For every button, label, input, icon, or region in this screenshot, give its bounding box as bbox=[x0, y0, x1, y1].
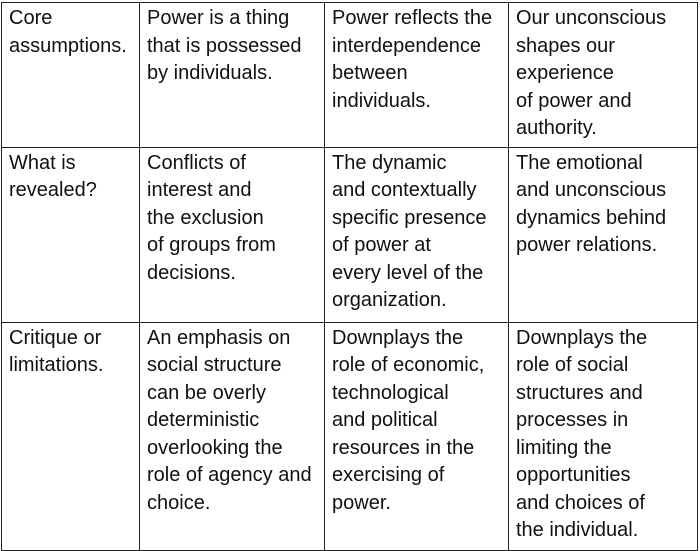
row-label-what-is-revealed: What is revealed? bbox=[2, 147, 140, 322]
table-cell: Conflicts of interest and the exclusion of groups from decisions. bbox=[140, 147, 325, 322]
table-cell: The emotional and unconscious dynamics behind power relations. bbox=[509, 147, 698, 322]
table-cell: The dynamic and contextually specific presence of power at every level of the organization. bbox=[325, 147, 509, 322]
table-cell: Downplays the role of social structures and processes in limiting the opportunities and choices of the individual. bbox=[509, 322, 698, 550]
table-cell: Power reflects the interdependence between individuals. bbox=[325, 3, 509, 148]
table-row-what-is-revealed bbox=[2, 147, 698, 322]
table-row-critique-or-limitations bbox=[2, 322, 698, 550]
table-row-core-assumptions bbox=[2, 3, 698, 148]
power-perspectives-table bbox=[1, 2, 698, 551]
table-cell: Downplays the role of economic, technological and political resources in the exercising of power. bbox=[325, 322, 509, 550]
table-cell: Our unconscious shapes our experience of power and authority. bbox=[509, 3, 698, 148]
table-cell: An emphasis on social structure can be overly deterministic overlooking the role of agency and choice. bbox=[140, 322, 325, 550]
row-label-critique-or-limitations: Critique or limitations. bbox=[2, 322, 140, 550]
table-cell: Power is a thing that is possessed by individuals. bbox=[140, 3, 325, 148]
row-label-core-assumptions: Core assumptions. bbox=[2, 3, 140, 148]
